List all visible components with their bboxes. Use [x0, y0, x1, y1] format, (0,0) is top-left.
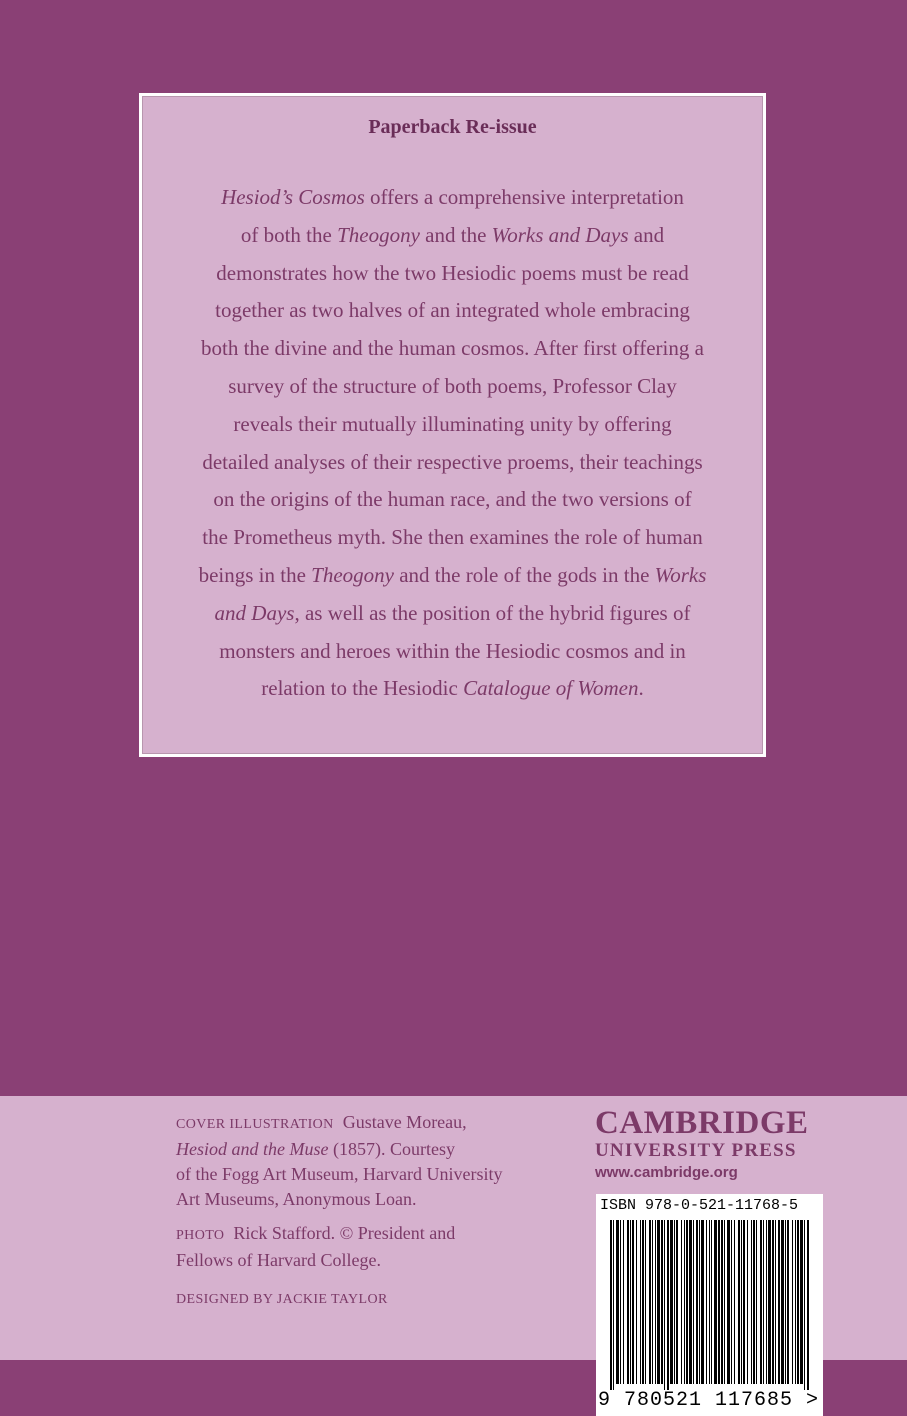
- barcode-bar: [756, 1220, 757, 1384]
- blurb-panel: [139, 93, 766, 757]
- barcode-bar: [684, 1220, 685, 1384]
- blurb-segment: Theogony: [337, 222, 420, 247]
- barcode-bar: [743, 1220, 745, 1384]
- barcode-bar: [795, 1220, 796, 1384]
- blurb-line: [166, 330, 739, 368]
- blurb-segment: monsters and heroes within the Hesiodic cosmos and in: [219, 638, 686, 663]
- blurb-segment: relation to the Hesiodic: [261, 676, 464, 701]
- blurb-segment: Hesiod’s Cosmos: [221, 185, 365, 209]
- barcode-bar: [753, 1220, 755, 1384]
- barcode-bar: [652, 1220, 653, 1384]
- barcode-bar: [731, 1220, 732, 1384]
- barcode-bar: [676, 1220, 678, 1384]
- barcode-bar: [696, 1220, 698, 1384]
- barcode-bar: [787, 1220, 789, 1384]
- blurb-line: [166, 217, 739, 255]
- barcode-bar: [768, 1220, 771, 1384]
- blurb-segment: the Prometheus myth. She then examines the role of human: [202, 525, 703, 550]
- blurb-line: [166, 557, 739, 595]
- blurb-segment: and: [628, 222, 665, 247]
- barcode-bar: [645, 1220, 646, 1384]
- barcode-bar: [686, 1220, 688, 1384]
- barcode-bar: [632, 1220, 634, 1384]
- blurb-line: [166, 670, 739, 708]
- barcode-bar: [711, 1220, 712, 1384]
- barcode-bar: [689, 1220, 692, 1384]
- blurb-segment: on the origins of the human race, and the two versions of: [213, 487, 692, 512]
- barcode-bar: [661, 1220, 663, 1384]
- cover-credit-line4: Art Museums, Anonymous Loan.: [176, 1189, 417, 1209]
- barcode-bar: [642, 1220, 644, 1384]
- barcode-bar: [709, 1220, 710, 1384]
- barcode-bar: [775, 1220, 776, 1384]
- photo-credit: [176, 1221, 576, 1273]
- barcode-bar: [620, 1220, 621, 1384]
- barcode-bar: [699, 1220, 700, 1384]
- isbn-label: ISBN 978-0-521-11768-5: [600, 1197, 799, 1214]
- publisher-logo: [595, 1106, 827, 1184]
- barcode-bar: [718, 1220, 720, 1384]
- barcode-bar: [627, 1220, 629, 1384]
- barcode-bar: [636, 1220, 637, 1384]
- blurb-line: [166, 406, 739, 444]
- barcode-digits: 9 780521 117685 >: [598, 1389, 820, 1412]
- cover-year: (1857). Courtesy: [328, 1139, 455, 1159]
- photo-label: PHOTO: [176, 1228, 225, 1243]
- blurb-segment: both the divine and the human cosmos. After first offering a: [201, 336, 704, 361]
- blurb-segment: demonstrates how the two Hesiodic poems must be read: [216, 260, 689, 285]
- blurb-segment: , as well as the position of the hybrid figures of: [294, 600, 691, 625]
- barcode-bar: [640, 1220, 641, 1384]
- blurb-segment: detailed analyses of their respective proems, their teachings: [202, 449, 703, 474]
- barcode-bar: [766, 1220, 767, 1384]
- designer-credit: DESIGNED BY JACKIE TAYLOR: [176, 1292, 388, 1307]
- barcode-bar: [721, 1220, 723, 1384]
- barcode-bar: [670, 1220, 673, 1384]
- blurb-segment: Catalogue of Women: [463, 676, 639, 701]
- barcode-bar: [701, 1220, 704, 1384]
- back-cover-footer: [0, 1096, 907, 1412]
- barcode-bar: [747, 1220, 748, 1384]
- barcode-bar: [681, 1220, 682, 1384]
- blurb-heading: Paperback Re-issue: [368, 116, 537, 138]
- barcode-bars: [596, 1194, 823, 1416]
- barcode-bar: [724, 1220, 725, 1384]
- barcode-bar: [655, 1220, 656, 1384]
- barcode-bar: [792, 1220, 793, 1384]
- blurb-line: [166, 633, 739, 671]
- barcode-bar: [674, 1220, 675, 1384]
- barcode-bar: [797, 1220, 799, 1384]
- barcode-bar: [781, 1220, 784, 1384]
- blurb-line: [166, 519, 739, 557]
- cover-artist: Gustave Moreau,: [342, 1112, 467, 1132]
- barcode-bar: [804, 1220, 805, 1390]
- barcode-bar: [630, 1220, 631, 1384]
- barcode-bar: [616, 1220, 619, 1384]
- blurb-line: [166, 292, 739, 330]
- publisher-name: CAMBRIDGE: [595, 1105, 809, 1141]
- barcode-bar: [772, 1220, 774, 1384]
- barcode-bar: [727, 1220, 730, 1384]
- barcode-bar: [693, 1220, 694, 1384]
- barcode-bar: [741, 1220, 742, 1384]
- photo-credit-line1: Rick Stafford. © President and: [233, 1223, 456, 1243]
- blurb-segment: .: [638, 676, 644, 701]
- credits: [176, 1110, 576, 1321]
- blurb-line: [166, 368, 739, 406]
- photo-credit-line2: Fellows of Harvard College.: [176, 1250, 381, 1270]
- barcode-bar: [610, 1220, 612, 1390]
- barcode-bar: [800, 1220, 803, 1384]
- publisher-url: www.cambridge.org: [595, 1164, 738, 1181]
- blurb-segment: and the: [419, 222, 492, 247]
- blurb-segment: Works and Days: [491, 222, 629, 247]
- barcode-bar: [664, 1220, 665, 1390]
- blurb-segment: Theogony: [311, 562, 394, 587]
- blurb-segment: reveals their mutually illuminating unity by offering: [233, 411, 672, 436]
- publisher-subtitle: UNIVERSITY PRESS: [595, 1140, 797, 1161]
- blurb-segment: Works: [654, 562, 707, 587]
- isbn-barcode: [596, 1194, 823, 1416]
- cover-illustration-label: COVER ILLUSTRATION: [176, 1117, 334, 1132]
- blurb-segment: beings in the: [198, 562, 312, 587]
- barcode-bar: [785, 1220, 786, 1384]
- barcode-bar: [657, 1220, 660, 1384]
- blurb-line: [166, 255, 739, 293]
- barcode-bar: [613, 1220, 614, 1390]
- barcode-bar: [706, 1220, 707, 1384]
- barcode-bar: [667, 1220, 669, 1390]
- blurb-line: [166, 481, 739, 519]
- barcode-bar: [714, 1220, 717, 1384]
- barcode-bar: [763, 1220, 764, 1384]
- barcode-bar: [623, 1220, 624, 1384]
- blurb-line: [166, 595, 739, 633]
- blurb-segment: survey of the structure of both poems, Professor Clay: [228, 373, 677, 398]
- blurb-segment: offers a comprehensive interpretation: [364, 185, 684, 209]
- blurb-segment: together as two halves of an integrated whole embracing: [215, 298, 690, 323]
- barcode-bar: [734, 1220, 735, 1384]
- blurb-line: [166, 179, 739, 217]
- blurb-line: [166, 444, 739, 482]
- barcode-bar: [807, 1220, 809, 1390]
- barcode-bar: [649, 1220, 651, 1384]
- cover-work-title: Hesiod and the Muse: [176, 1139, 329, 1159]
- barcode-bar: [760, 1220, 762, 1384]
- blurb-segment: of both the: [240, 222, 338, 247]
- cover-illustration-credit: [176, 1110, 576, 1212]
- blurb-segment: and Days: [214, 600, 295, 625]
- barcode-bar: [751, 1220, 752, 1384]
- barcode-bar: [738, 1220, 740, 1384]
- blurb-segment: and the role of the gods in the: [393, 562, 655, 587]
- cover-credit-line3: of the Fogg Art Museum, Harvard University: [176, 1164, 503, 1184]
- blurb-text: [166, 179, 739, 708]
- barcode-bar: [778, 1220, 780, 1384]
